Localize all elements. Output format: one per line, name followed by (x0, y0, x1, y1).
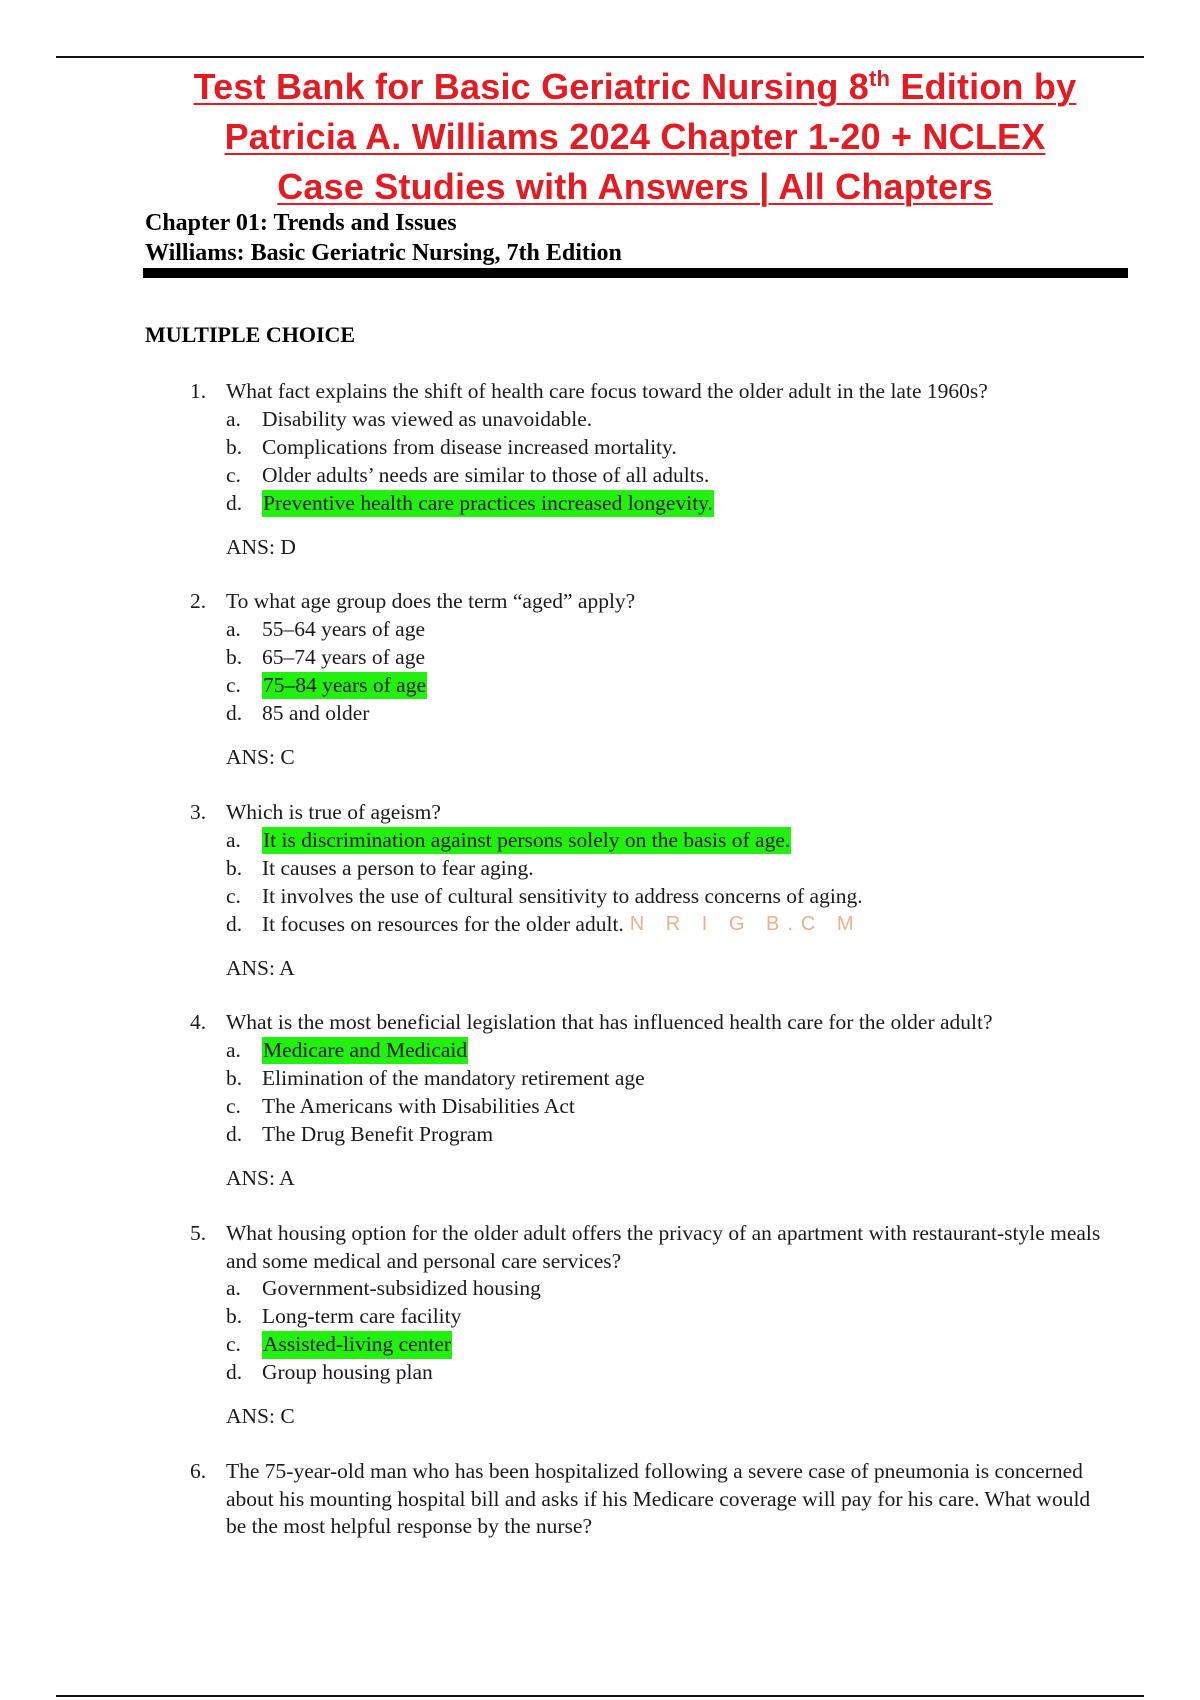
question-3: 3. Which is true of ageism? a. It is discrimination against persons solely on the basis of age. b. It causes a person to fear aging. c. It involves the use of cultural sensitivity to address concerns of aging. d. It focuses on resources for the older adult. N R I G B.C M ANS: A (190, 799, 1110, 982)
question-text: To what age group does the term “aged” apply? (226, 589, 636, 613)
option-d: d. 85 and older (226, 700, 370, 725)
option-c-correct: c. Assisted-living center (226, 1331, 1110, 1359)
answer-key: ANS: C (226, 744, 295, 769)
option-d: d. It focuses on resources for the older adult. N R I G B.C M (226, 911, 1110, 939)
option-d: d. Group housing plan (226, 1360, 433, 1385)
question-6: 6. The 75-year-old man who has been hospitalized following a severe case of pneumonia is concerned about his mounting hospital bill and asks if his Medicare coverage will pay for his care. What would be the most helpful response by the nurse? (190, 1458, 1110, 1541)
question-4: 4. What is the most beneficial legislation that has influenced health care for the older adult? a. Medicare and Medicaid b. Elimination of the mandatory retirement age c. The Americans with Disabilities Act d. The Drug Benefit Program ANS: A (190, 1009, 1110, 1192)
option-c: c. The Americans with Disabilities Act (226, 1093, 575, 1118)
option-c: c. Older adults’ needs are similar to those of all adults. (226, 462, 710, 487)
question-text: What is the most beneficial legislation that has influenced health care for the older adult? (226, 1010, 993, 1034)
answer-key: ANS: D (226, 534, 296, 559)
question-5: 5. What housing option for the older adult offers the privacy of an apartment with restaurant-style meals and some medical and personal care services? a. Government-subsidized housing b. Long-term care facility c. Assisted-living center d. Group housing plan ANS: C (190, 1220, 1110, 1431)
answer-options (226, 827, 1110, 939)
option-a: a. Disability was viewed as unavoidable. (226, 406, 593, 431)
option-d-correct: d. Preventive health care practices increased longevity. (226, 490, 1110, 518)
answer-key: ANS: C (226, 1404, 295, 1428)
option-d: d. The Drug Benefit Program (226, 1121, 494, 1146)
option-b: b. It causes a person to fear aging. (226, 855, 534, 880)
question-text: Which is true of ageism? (226, 800, 441, 824)
answer-options (226, 1037, 1110, 1149)
section-heading: MULTIPLE CHOICE (145, 322, 356, 347)
answer-key: ANS: A (226, 955, 295, 980)
option-b: b. Long-term care facility (226, 1304, 462, 1329)
highlighted-answer: Medicare and Medicaid (262, 1037, 468, 1065)
option-a-correct: a. Medicare and Medicaid (226, 1037, 1110, 1065)
option-a-correct: a. It is discrimination against persons solely on the basis of age. (226, 827, 1110, 855)
bottom-rule (56, 1695, 1144, 1697)
highlighted-answer: Preventive health care practices increased longevity. (262, 490, 714, 518)
title-line-2: Patricia A. Williams 2024 Chapter 1-20 + NCLEX (224, 116, 1046, 157)
option-b: b. Elimination of the mandatory retirement age (226, 1065, 645, 1090)
option-a: a. Government-subsidized housing (226, 1276, 541, 1301)
document-title (110, 62, 1160, 212)
answer-key: ANS: A (226, 1165, 295, 1190)
option-a: a. 55–64 years of age (226, 616, 425, 641)
answer-options (226, 616, 1110, 728)
option-c-correct: c. 75–84 years of age (226, 672, 1110, 700)
title-line-3: Case Studies with Answers | All Chapters (277, 166, 993, 207)
highlighted-answer: 75–84 years of age (262, 672, 427, 700)
question-text: The 75-year-old man who has been hospitalized following a severe case of pneumonia is concerned about his mounting hospital bill and asks if his Medicare coverage will pay for his care. What would be the most helpful response by the nurse? (226, 1459, 1091, 1538)
book-title: Williams: Basic Geriatric Nursing, 7th Edition (145, 240, 622, 266)
question-text: What fact explains the shift of health care focus toward the older adult in the late 1960s? (226, 379, 988, 403)
answer-options (226, 1275, 1110, 1387)
option-b: b. Complications from disease increased mortality. (226, 434, 677, 459)
answer-options (226, 406, 1110, 518)
chapter-heading (145, 208, 622, 268)
option-b: b. 65–74 years of age (226, 644, 425, 669)
option-c: c. It involves the use of cultural sensitivity to address concerns of aging. (226, 883, 863, 908)
heading-divider (143, 268, 1128, 278)
question-2: 2. To what age group does the term “aged” apply? a. 55–64 years of age b. 65–74 years of age c. 75–84 years of age d. 85 and older ANS: C (190, 588, 1110, 771)
highlighted-answer: It is discrimination against persons solely on the basis of age. (262, 827, 791, 855)
question-1: 1. What fact explains the shift of health care focus toward the older adult in the late 1960s? a. Disability was viewed as unavoidable. b. Complications from disease increased mortality. c. Older adults’ needs are similar to those of all adults. d. Preventive health care practices increased longevity. ANS: D (190, 378, 1110, 561)
question-text: What housing option for the older adult offers the privacy of an apartment with restaurant-style meals and some medical and personal care services? (226, 1221, 1101, 1273)
watermark: N R I G B.C M (629, 912, 862, 935)
chapter-title: Chapter 01: Trends and Issues (145, 210, 457, 236)
title-line-1: Test Bank for Basic Geriatric Nursing 8th Edition by (193, 66, 1077, 107)
highlighted-answer: Assisted-living center (262, 1331, 452, 1359)
top-rule (56, 56, 1144, 58)
